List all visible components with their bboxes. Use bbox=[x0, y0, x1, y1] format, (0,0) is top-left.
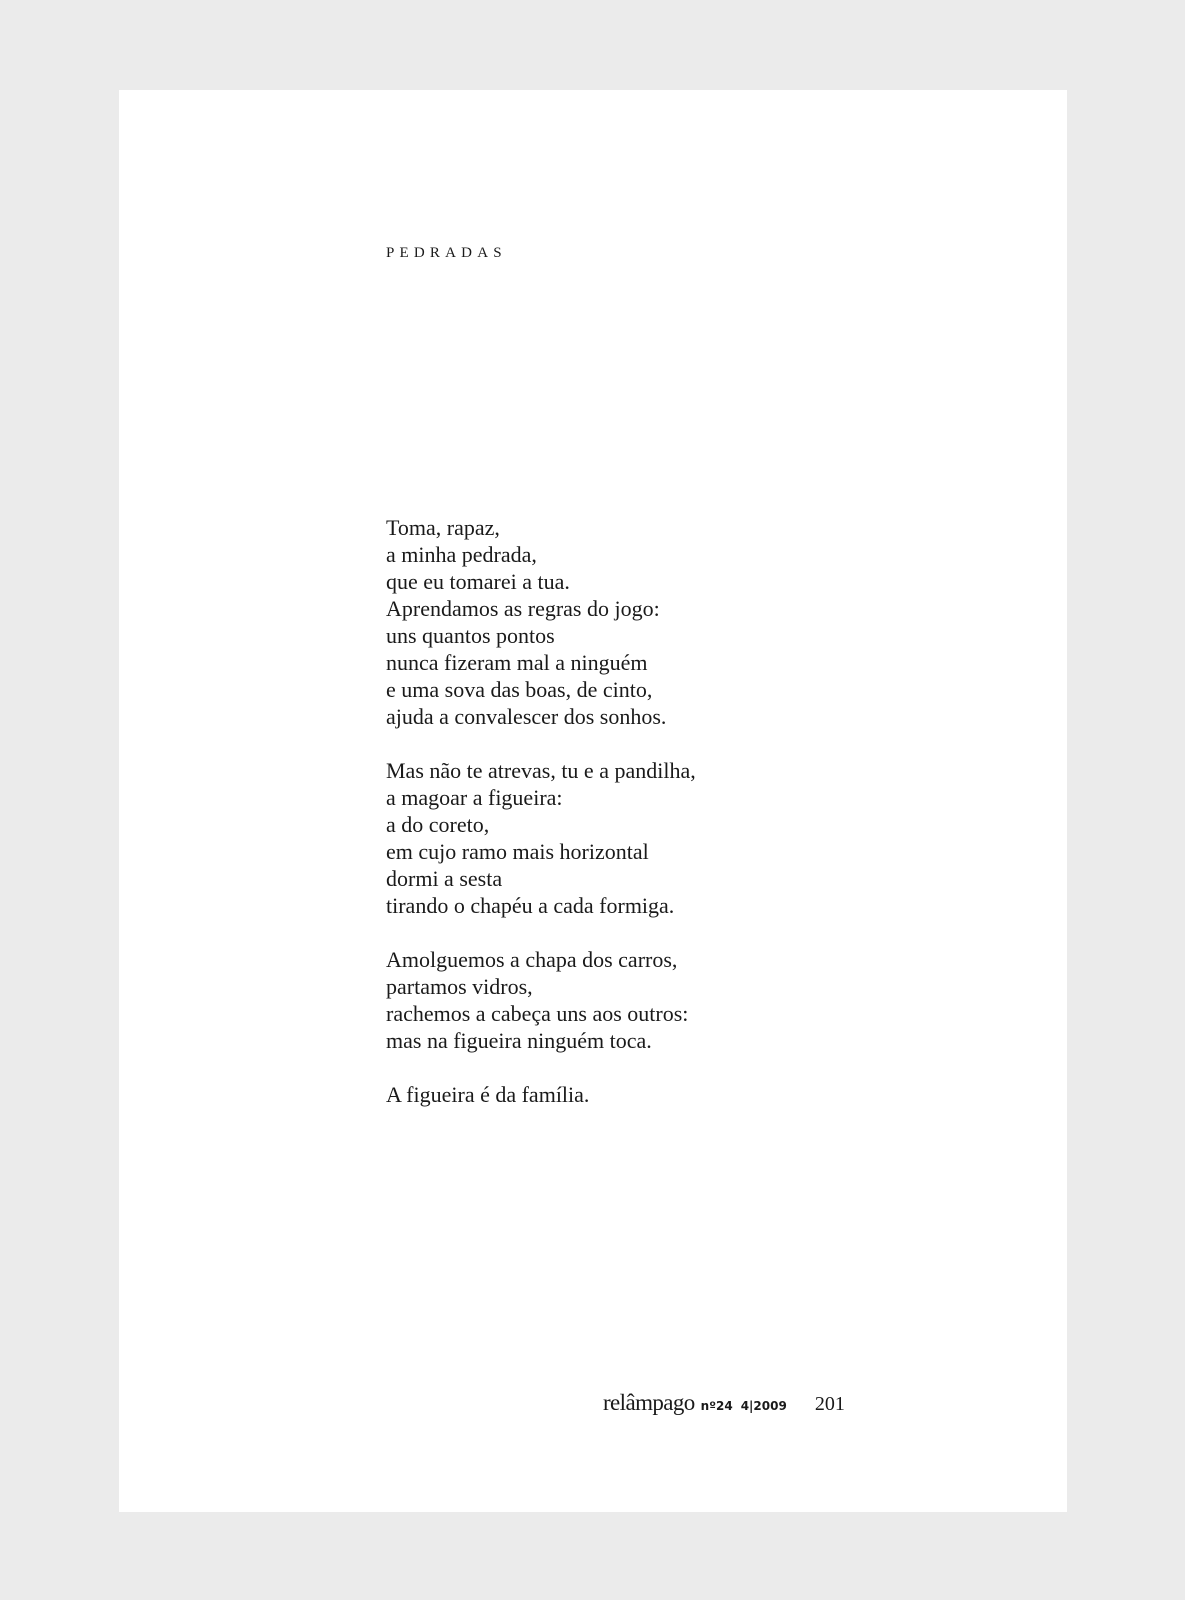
poem-line: dormi a sesta bbox=[386, 866, 503, 891]
section-title: PEDRADAS bbox=[386, 245, 507, 261]
poem-line: tirando o chapéu a cada formiga. bbox=[386, 893, 675, 918]
poem-line: que eu tomarei a tua. bbox=[386, 569, 570, 594]
poem bbox=[386, 514, 696, 1108]
stanza bbox=[386, 514, 696, 730]
poem-line: nunca fizeram mal a ninguém bbox=[386, 650, 648, 675]
poem-line: rachemos a cabeça uns aos outros: bbox=[386, 1001, 689, 1026]
stanza bbox=[386, 757, 696, 919]
stanza bbox=[386, 1081, 696, 1108]
poem-line: uns quantos pontos bbox=[386, 623, 555, 648]
page-number: 201 bbox=[814, 1393, 845, 1415]
page-footer bbox=[603, 1390, 845, 1416]
poem-line: Aprendamos as regras do jogo: bbox=[386, 596, 660, 621]
poem-line: a minha pedrada, bbox=[386, 542, 537, 567]
magazine-name: relâmpago bbox=[603, 1390, 695, 1415]
poem-line: Mas não te atrevas, tu e a pandilha, bbox=[386, 758, 696, 783]
poem-line: A figueira é da família. bbox=[386, 1082, 590, 1107]
stanza bbox=[386, 946, 696, 1054]
poem-line: e uma sova das boas, de cinto, bbox=[386, 677, 653, 702]
poem-line: partamos vidros, bbox=[386, 974, 533, 999]
poem-line: ajuda a convalescer dos sonhos. bbox=[386, 704, 667, 729]
document-page bbox=[119, 90, 1067, 1512]
poem-line: Amolguemos a chapa dos carros, bbox=[386, 947, 678, 972]
issue-number: nº24 bbox=[700, 1399, 733, 1413]
poem-line: a magoar a figueira: bbox=[386, 785, 563, 810]
poem-line: Toma, rapaz, bbox=[386, 515, 500, 540]
edition-date: 4|2009 bbox=[740, 1399, 787, 1413]
poem-line: em cujo ramo mais horizontal bbox=[386, 839, 649, 864]
poem-line: mas na figueira ninguém toca. bbox=[386, 1028, 652, 1053]
poem-line: a do coreto, bbox=[386, 812, 490, 837]
